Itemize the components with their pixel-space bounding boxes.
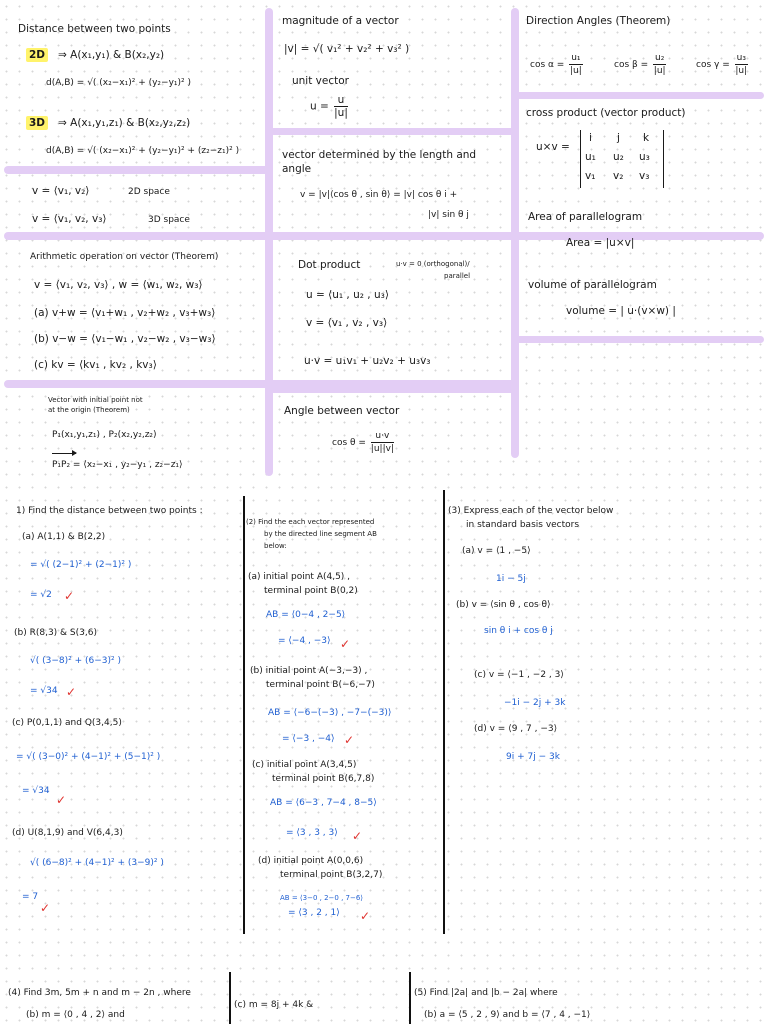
q1-d-answer: = 7 — [22, 892, 39, 902]
cross-r1c3: k — [643, 132, 650, 144]
q1-c-work: = √( (3−0)² + (4−1)² + (5−1)² ) — [16, 752, 161, 762]
direction-beta-denominator: |u| — [653, 66, 666, 76]
q1-c-label: (c) P(0,1,1) and Q(3,4,5) — [12, 718, 122, 728]
q1-b-check-icon: ✓ — [66, 685, 77, 699]
distance-3d-formula: d(A,B) = √( (x₂−x₁)² + (y₂−y₁)² + (z₂−z₁)² ) — [46, 146, 240, 156]
q1-d-check-icon: ✓ — [40, 901, 51, 915]
dot-note-2: parallel — [444, 272, 471, 280]
vector-3d: v = ⟨v₁, v₂, v₃⟩ — [32, 213, 107, 225]
q4-title: (4) Find 3m, 5m + n and m − 2n , where — [8, 988, 191, 998]
q5-b: (b) a = ⟨5 , 2 , 9⟩ and b = ⟨7 , 4 , −1⟩ — [424, 1010, 591, 1020]
q3-d-label: (d) v = ⟨9 , 7 , −3⟩ — [474, 724, 558, 734]
cross-r1c2: j — [617, 132, 620, 144]
q2-d-work: AB = ⟨3−0 , 2−0 , 7−6⟩ — [280, 894, 364, 902]
distance-2d-points: ⇒ A(x₁,y₁) & B(x₂,y₂) — [58, 49, 165, 61]
tag-3d: 3D — [26, 116, 48, 130]
q3-a-label: (a) v = ⟨1 , −5⟩ — [462, 546, 531, 556]
q1-a-check-icon: ✓ — [64, 589, 75, 603]
direction-gamma-lhs: cos γ = — [696, 60, 730, 70]
length-angle-title-2: angle — [282, 163, 312, 175]
notes-divider-horizontal-1 — [4, 166, 270, 174]
volume-formula: volume = | u·(v×w) | — [566, 305, 676, 317]
q1-b-label: (b) R(8,3) & S(3,6) — [14, 628, 97, 638]
q1-c-check-icon: ✓ — [56, 793, 67, 807]
cross-r3c1: v₁ — [585, 170, 596, 182]
arith-c: (c) kv = ⟨kv₁ , kv₂ , kv₃⟩ — [34, 359, 157, 371]
notes-divider-horizontal-4 — [270, 128, 515, 135]
q3-a-answer: 1i − 5j — [496, 574, 526, 584]
distance-2d-formula: d(A,B) = √( (x₂−x₁)² + (y₂−y₁)² ) — [46, 78, 192, 88]
direction-beta-fraction — [653, 52, 666, 77]
dot-title: Dot product — [298, 259, 361, 271]
angle-numerator: u·v — [371, 430, 394, 443]
direction-alpha-numerator: u₁ — [571, 53, 581, 63]
direction-beta-numerator: u₂ — [655, 53, 665, 63]
angle-formula — [332, 430, 396, 455]
volume-title: volume of parallelogram — [528, 279, 657, 291]
direction-gamma-denominator: |u| — [735, 66, 748, 76]
q2-d-line-2: terminal point B(3,2,7) — [280, 870, 383, 880]
vector-2d-label: 2D space — [128, 187, 170, 197]
magnitude-formula: |v| = √( v₁² + v₂² + v₃² ) — [284, 43, 410, 55]
vector-2d: v = ⟨v₁, v₂⟩ — [32, 185, 90, 197]
q2-b-line-1: (b) initial point A(−3,−3) , — [250, 666, 368, 676]
angle-denominator: |u||v| — [370, 444, 394, 454]
angle-title: Angle between vector — [284, 405, 400, 417]
exercise-divider-1 — [243, 496, 245, 934]
unit-vector-fraction — [334, 94, 348, 119]
cross-r2c3: u₃ — [639, 151, 650, 163]
arith-defs: v = ⟨v₁, v₂, v₃⟩ , w = ⟨w₁, w₂, w₃⟩ — [34, 279, 203, 291]
direction-gamma — [696, 52, 750, 77]
q2-b-answer: = ⟨−3 , −4⟩ — [282, 734, 335, 744]
notes-divider-horizontal-7 — [516, 336, 764, 343]
q2-c-answer: = ⟨3 , 3 , 3⟩ — [286, 828, 338, 838]
direction-gamma-numerator: u₃ — [736, 53, 746, 63]
q3-c-answer: −1i − 2j + 3k — [504, 698, 566, 708]
q2-a-answer: = ⟨−4 , −3⟩ — [278, 636, 331, 646]
arith-a: (a) v+w = ⟨v₁+w₁ , v₂+w₂ , v₃+w₃⟩ — [34, 307, 216, 319]
direction-alpha — [530, 52, 585, 77]
dot-note-1: u·v = 0 (orthogonal)/ — [396, 260, 470, 268]
angle-lhs: cos θ = — [332, 438, 366, 448]
q3-c-label: (c) v = ⟨−1 , −2 , 3⟩ — [474, 670, 564, 680]
arith-title: Arithmetic operation on vector (Theorem) — [30, 252, 219, 262]
direction-gamma-fraction — [735, 52, 748, 77]
unit-vector-title: unit vector — [292, 75, 349, 87]
cross-r1c1: i — [589, 132, 592, 144]
q2-d-answer: = ⟨3 , 2 , 1⟩ — [288, 908, 340, 918]
q3-title-2: in standard basis vectors — [466, 520, 580, 530]
exercise-divider-2 — [443, 490, 445, 934]
exercise-divider-3 — [229, 972, 231, 1024]
q2-title-2: by the directed line segment AB — [264, 530, 377, 538]
q1-b-answer: = √34 — [30, 686, 58, 696]
unit-vector-lhs: u = — [310, 100, 329, 113]
q2-c-check-icon: ✓ — [352, 829, 363, 843]
unit-vector-numerator: u — [334, 94, 348, 107]
q1-b-work: √( (3−8)² + (6−3)² ) — [30, 656, 121, 666]
q2-title-3: below: — [264, 542, 287, 550]
dot-formula: u·v = u₁v₁ + u₂v₂ + u₃v₃ — [304, 355, 431, 367]
q3-d-answer: 9i + 7j − 3k — [506, 752, 560, 762]
unit-vector-formula — [310, 94, 350, 119]
initial-points: P₁(x₁,y₁,z₁) , P₂(x₂,y₂,z₂) — [52, 430, 157, 440]
vector-3d-label: 3D space — [148, 215, 190, 225]
initial-title-2: at the origin (Theorem) — [48, 406, 130, 414]
cross-determinant — [580, 130, 664, 188]
unit-vector-denominator: |u| — [334, 107, 348, 119]
length-angle-formula-1: v = |v|⟨cos θ , sin θ⟩ = |v| cos θ i + — [300, 190, 458, 200]
q2-b-work: AB = ⟨−6−(−3) , −7−(−3)⟩ — [268, 708, 392, 718]
direction-alpha-lhs: cos α = — [530, 60, 565, 70]
cross-r2c2: u₂ — [613, 151, 624, 163]
distance-title: Distance between two points — [18, 23, 171, 35]
q2-a-line-1: (a) initial point A(4,5) , — [248, 572, 351, 582]
notes-divider-vertical-1 — [265, 8, 273, 476]
direction-alpha-denominator: |u| — [569, 66, 582, 76]
notes-divider-horizontal-5 — [270, 386, 515, 393]
q2-d-check-icon: ✓ — [360, 909, 371, 923]
cross-r2c1: u₁ — [585, 151, 596, 163]
q2-title-1: (2) Find the each vector represented — [246, 518, 375, 526]
q2-a-work: AB = ⟨0−4 , 2−5⟩ — [266, 610, 346, 620]
cross-r3c2: v₂ — [613, 170, 624, 182]
cross-title: cross product (vector product) — [526, 107, 686, 119]
direction-beta — [614, 52, 668, 77]
notes-divider-horizontal-2 — [4, 232, 764, 240]
dot-v: v = ⟨v₁ , v₂ , v₃⟩ — [306, 317, 388, 329]
direction-alpha-fraction — [569, 52, 582, 77]
initial-formula: P₁P₂ = ⟨x₂−x₁ , y₂−y₁ , z₂−z₁⟩ — [52, 460, 183, 470]
area-formula: Area = |u×v| — [566, 237, 635, 249]
q4-b: (b) m = ⟨0 , 4 , 2⟩ and — [26, 1010, 125, 1020]
q2-b-line-2: terminal point B(−6,−7) — [266, 680, 375, 690]
angle-fraction — [371, 430, 394, 455]
length-angle-formula-2: |v| sin θ j — [428, 210, 469, 220]
initial-title-1: Vector with initial point not — [48, 396, 143, 404]
q2-c-line-2: terminal point B(6,7,8) — [272, 774, 375, 784]
q3-title-1: (3) Express each of the vector below — [448, 506, 614, 516]
q1-c-answer: = √34 — [22, 786, 50, 796]
q1-a-work: = √( (2−1)² + (2−1)² ) — [30, 560, 132, 570]
q3-b-answer: sin θ i + cos θ j — [484, 626, 553, 636]
q1-d-label: (d) U(8,1,9) and V(6,4,3) — [12, 828, 123, 838]
exercise-divider-4 — [409, 972, 411, 1024]
q4-c: (c) m = 8j + 4k & — [234, 1000, 314, 1010]
q1-d-work: √( (6−8)² + (4−1)² + (3−9)² ) — [30, 858, 164, 868]
q2-b-check-icon: ✓ — [344, 733, 355, 747]
q2-c-work: AB = ⟨6−3 , 7−4 , 8−5⟩ — [270, 798, 377, 808]
q3-b-label: (b) v = ⟨sin θ , cos θ⟩ — [456, 600, 551, 610]
q2-a-check-icon: ✓ — [340, 637, 351, 651]
cross-r3c3: v₃ — [639, 170, 650, 182]
magnitude-title: magnitude of a vector — [282, 15, 399, 27]
direction-beta-lhs: cos β = — [614, 60, 649, 70]
direction-title: Direction Angles (Theorem) — [526, 15, 671, 27]
notes-divider-horizontal-6 — [516, 92, 764, 99]
length-angle-title-1: vector determined by the length and — [282, 149, 477, 161]
q1-title: 1) Find the distance between two points : — [16, 506, 203, 516]
cross-lhs: u×v = — [536, 141, 570, 153]
q5-title: (5) Find |2a| and |b − 2a| where — [414, 988, 558, 998]
tag-2d: 2D — [26, 48, 48, 62]
q1-a-answer: = √2 — [30, 590, 52, 600]
arith-b: (b) v−w = ⟨v₁−w₁ , v₂−w₂ , v₃−w₃⟩ — [34, 333, 216, 345]
q1-a-label: (a) A(1,1) & B(2,2) — [22, 532, 106, 542]
area-title: Area of parallelogram — [528, 211, 643, 223]
q2-c-line-1: (c) initial point A(3,4,5) — [252, 760, 357, 770]
q2-d-line-1: (d) initial point A(0,0,6) — [258, 856, 364, 866]
q2-a-line-2: terminal point B(0,2) — [264, 586, 358, 596]
distance-3d-points: ⇒ A(x₁,y₁,z₁) & B(x₂,y₂,z₂) — [58, 117, 191, 129]
vector-arrow-p1p2 — [52, 453, 76, 454]
dot-u: u = ⟨u₁ , u₂ , u₃⟩ — [306, 289, 389, 301]
